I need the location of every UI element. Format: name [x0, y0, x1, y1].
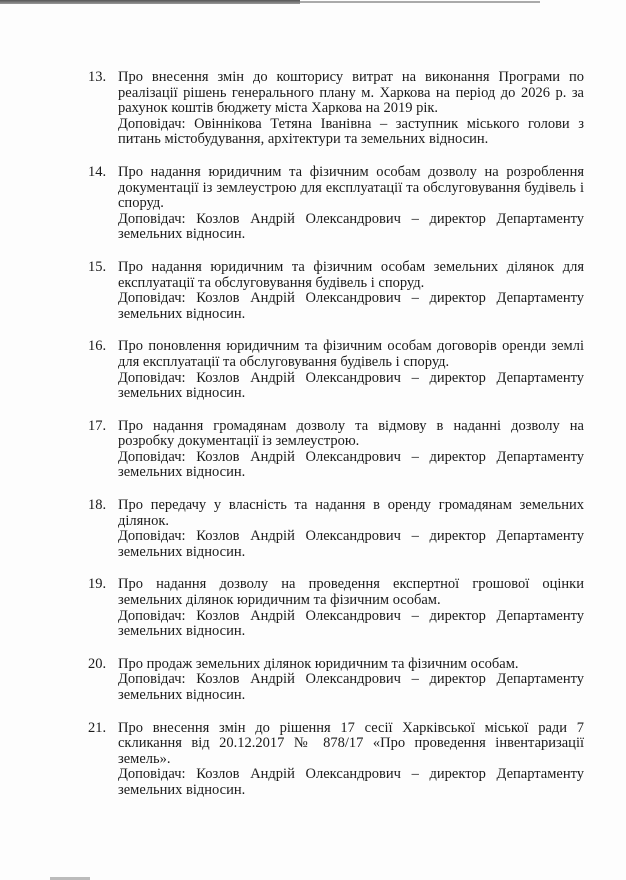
- item-title: Про внесення змін до рішення 17 сесії Харківської міської ради 7 скликання від 20.12.2017 № 878/17 «Про проведення інвентаризації земель».: [118, 719, 584, 767]
- agenda-item-18: [88, 498, 584, 560]
- agenda-item-14: [88, 165, 584, 243]
- agenda-item-16: [88, 339, 584, 401]
- item-number: 20.: [88, 655, 107, 672]
- item-speaker: Доповідач: Козлов Андрій Олександрович – директор Департаменту земельних відносин.: [118, 210, 584, 243]
- scan-edge-top: [0, 0, 300, 4]
- item-title: Про надання юридичним та фізичним особам земельних ділянок для експлуатації та обслуговування будівель і споруд.: [118, 258, 584, 291]
- item-number: 17.: [88, 417, 107, 434]
- item-number: 21.: [88, 719, 107, 736]
- item-number: 19.: [88, 576, 107, 593]
- item-title: Про передачу у власність та надання в оренду громадянам земельних ділянок.: [118, 497, 584, 529]
- agenda-item-20: [88, 657, 584, 704]
- agenda-list: [88, 70, 584, 816]
- agenda-item-15: [88, 260, 584, 322]
- agenda-item-13: [88, 70, 584, 148]
- item-speaker: Доповідач: Козлов Андрій Олександрович – директор Департаменту земельних відносин.: [118, 766, 584, 798]
- item-speaker: Доповідач: Козлов Андрій Олександрович – директор Департаменту земельних відносин.: [118, 528, 584, 560]
- agenda-item-21: [88, 721, 584, 799]
- item-number: 14.: [88, 163, 107, 180]
- item-number: 15.: [88, 258, 107, 275]
- item-speaker: Доповідач: Козлов Андрій Олександрович – директор Департаменту земельних відносин.: [118, 671, 584, 703]
- item-title: Про надання дозволу на проведення експертної грошової оцінки земельних ділянок юридичним та фізичним особам.: [118, 576, 584, 609]
- item-title: Про продаж земельних ділянок юридичним та фізичним особам.: [118, 655, 519, 672]
- item-speaker: Доповідач: Козлов Андрій Олександрович – директор Департаменту земельних відносин.: [118, 290, 584, 322]
- item-title: Про внесення змін до кошторису витрат на виконання Програми по реалізації рішень генерального плану м. Харкова на період до 2026 р. за рахунок коштів бюджету міста Харкова на 2019 рік.: [118, 69, 584, 117]
- item-number: 16.: [88, 338, 107, 355]
- item-title: Про поновлення юридичним та фізичним особам договорів оренди землі для експлуатації та обслуговування будівель і споруд.: [118, 338, 584, 370]
- item-title: Про надання юридичним та фізичним особам дозволу на розроблення документації із землеустрою для експлуатації та обслуговування будівель і споруд.: [118, 163, 584, 212]
- agenda-item-19: [88, 577, 584, 639]
- scan-edge-top-line: [300, 1, 540, 3]
- item-title: Про надання громадянам дозволу та відмову в наданні дозволу на розробку документації із землеустрою.: [118, 417, 584, 450]
- item-speaker: Доповідач: Козлов Андрій Олександрович – директор Департаменту земельних відносин.: [118, 448, 584, 481]
- item-number: 18.: [88, 497, 107, 514]
- item-speaker: Доповідач: Козлов Андрій Олександрович – директор Департаменту земельних відносин.: [118, 607, 584, 640]
- item-speaker: Доповідач: Козлов Андрій Олександрович – директор Департаменту земельних відносин.: [118, 369, 584, 402]
- agenda-item-17: [88, 419, 584, 481]
- item-speaker: Доповідач: Овіннікова Тетяна Іванівна – заступник міського голови з питань містобудування, архітектури та земельних відносин.: [118, 115, 584, 148]
- item-number: 13.: [88, 69, 107, 85]
